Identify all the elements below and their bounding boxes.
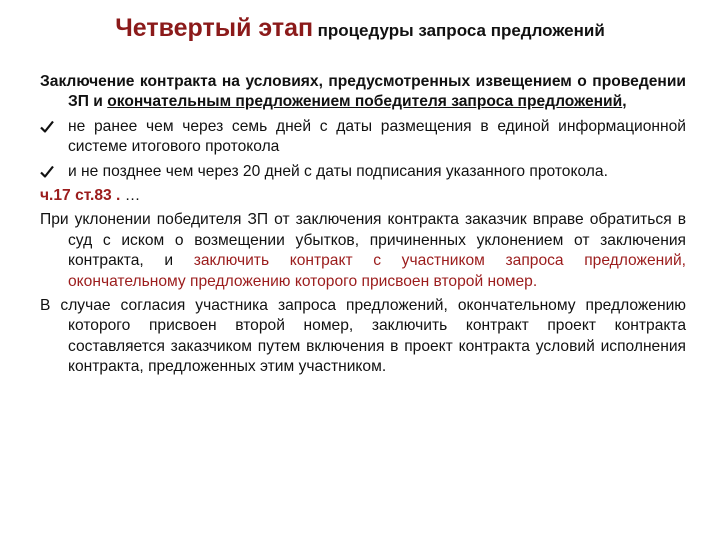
- paragraph-evasion: [40, 210, 686, 292]
- paragraph-evasion-highlight: заключить контракт с участником запроса предложений, окончательному предложению которого присвоен второй номер.: [68, 252, 686, 290]
- bullet-item: [40, 162, 686, 182]
- slide-content: [40, 72, 686, 382]
- intro-underlined: окончательным предложением победителя запроса предложений: [107, 93, 623, 111]
- paragraph-evasion-text: При уклонении победителя ЗП от заключения контракта заказчик вправе обратиться в суд с иском о возмещении убытков, причиненных уклонением от заключения контракта, и: [40, 211, 686, 270]
- title-main: Четвертый этап: [115, 14, 314, 42]
- reference-label: ч.17 ст.83 .: [40, 187, 121, 205]
- bullet-text: не ранее чем через семь дней с даты размещения в единой информационной системе итогового протокола: [68, 117, 686, 156]
- checkmark-icon: [40, 120, 54, 134]
- bullet-item: [40, 117, 686, 158]
- intro-text-start: Заключение контракта на условиях, предусмотренных извещением о проведении ЗП и: [40, 73, 686, 111]
- bullet-text: и не позднее чем через 20 дней с даты подписания указанного протокола.: [68, 162, 608, 180]
- paragraph-consent: [40, 296, 686, 378]
- intro-paragraph: [40, 72, 686, 113]
- law-reference: [40, 186, 686, 206]
- reference-ellipsis: …: [120, 187, 141, 205]
- title-sub: процедуры запроса предложений: [317, 21, 605, 40]
- checkmark-icon: [40, 165, 54, 179]
- paragraph-consent-text: В случае согласия участника запроса предложений, окончательному предложению которого присвоен второй номер, заключить контракт проект контракта составляется заказчиком путем включения в проект контракта условий исполнения контракта, предложенных этим участником.: [40, 297, 686, 376]
- slide-title: [0, 14, 720, 43]
- intro-text-end: ,: [622, 93, 627, 111]
